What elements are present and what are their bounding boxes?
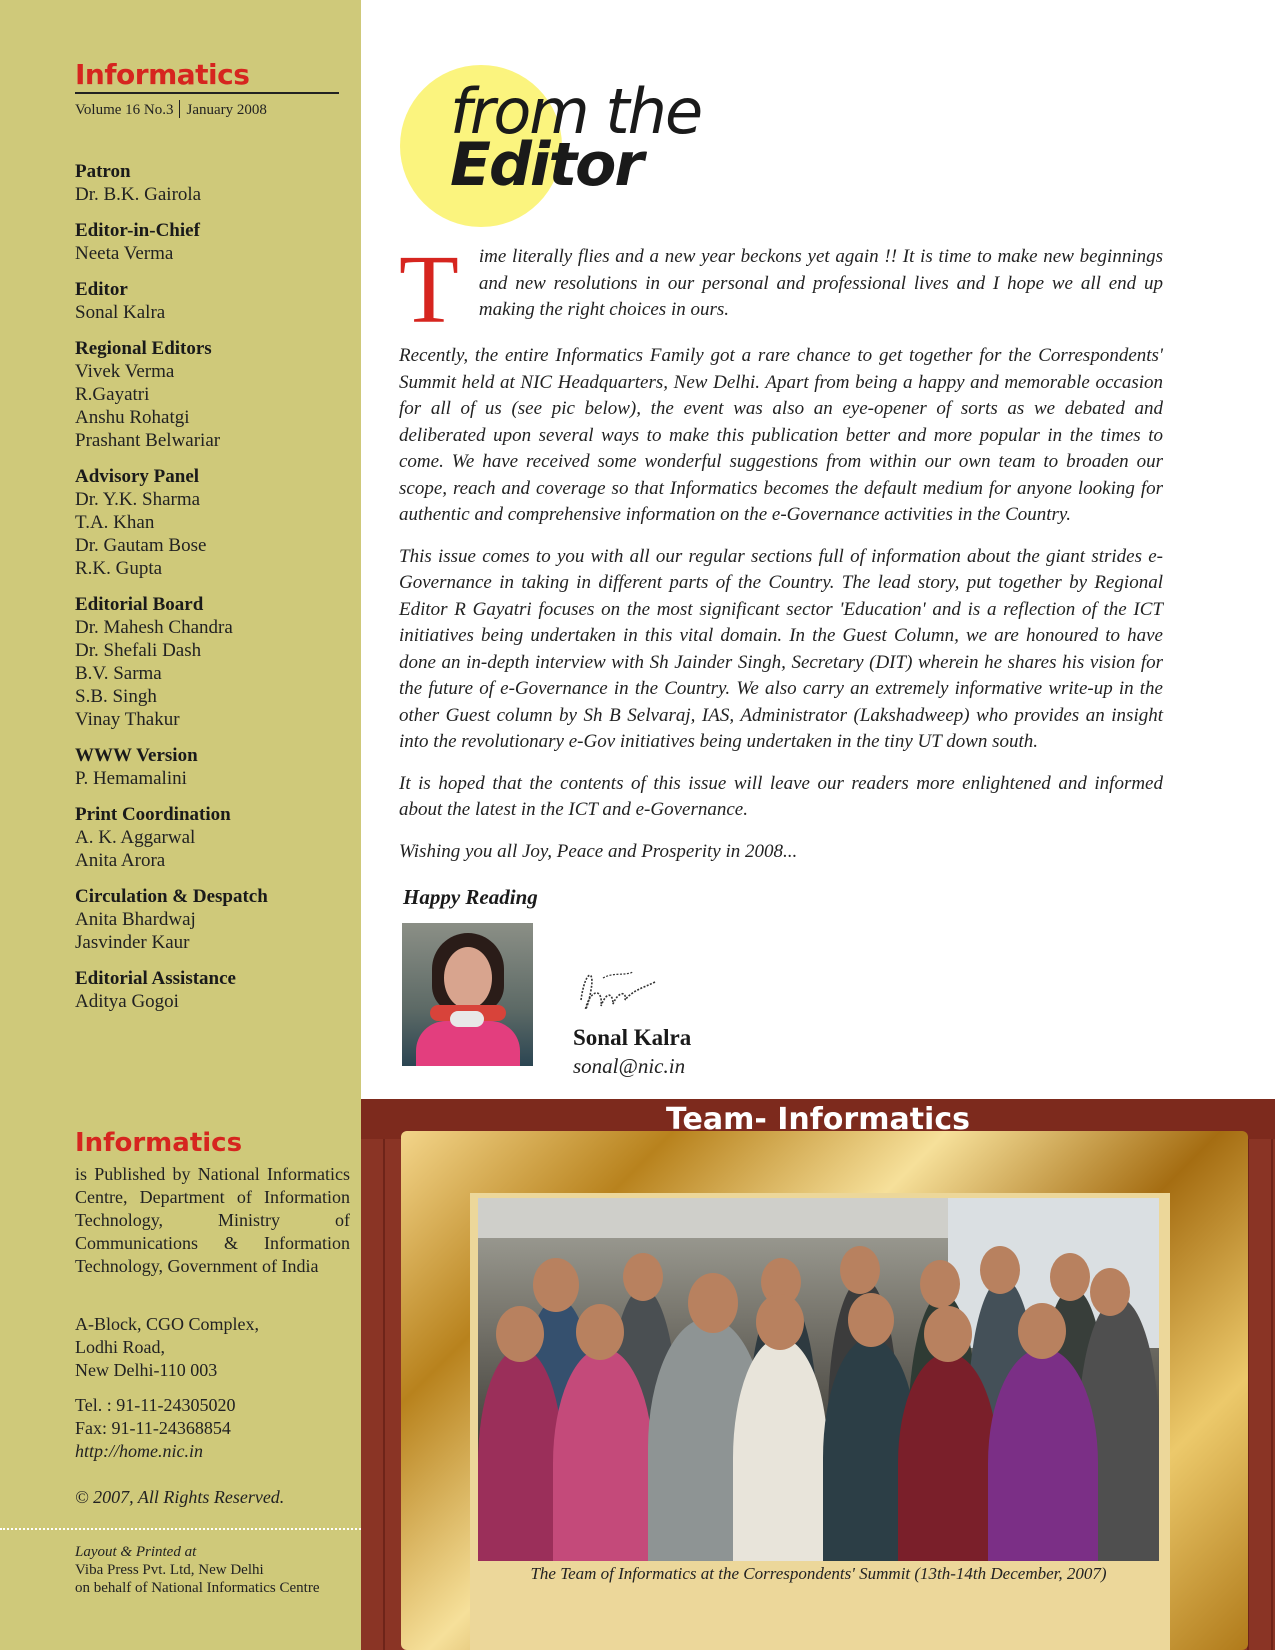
address-line: Lodhi Road, [75, 1337, 165, 1357]
staff-name: Anita Arora [75, 850, 166, 871]
team-member-head [756, 1294, 804, 1350]
sidebar [0, 0, 361, 1650]
printer-line: on behalf of National Informatics Centre [75, 1580, 320, 1596]
staff-name: Dr. Y.K. Sharma [75, 489, 201, 510]
closing-line: Happy Reading [403, 885, 538, 909]
staff-name: Dr. Gautam Bose [75, 535, 207, 556]
staff-group-editor-in-chief [75, 219, 345, 265]
editor-photo [402, 923, 533, 1066]
team-member-head [688, 1273, 738, 1333]
staff-group-circulation [75, 885, 345, 954]
staff-name: Aditya Gogoi [75, 991, 179, 1012]
staff-name: P. Hemamalini [75, 768, 187, 789]
team-member-head [533, 1258, 579, 1312]
staff-group-advisory-panel [75, 465, 345, 580]
staff-group-regional-editors [75, 337, 345, 452]
team-member-head [980, 1246, 1020, 1294]
editor-name: Sonal Kalra [573, 1025, 692, 1050]
staff-name: T.A. Khan [75, 512, 155, 533]
dropcap-letter: T [399, 244, 459, 328]
staff-role: Editor [75, 279, 128, 300]
staff-group-www-version [75, 744, 345, 790]
staff-name: R.Gayatri [75, 384, 150, 405]
article-paragraph: It is hoped that the contents of this issue will leave our readers more enlightened and informed about the latest in the ICT and e-Governance. [399, 772, 1163, 820]
staff-name: Dr. B.K. Gairola [75, 184, 202, 205]
team-member-head [1090, 1268, 1130, 1316]
signature-image [573, 960, 663, 1026]
publisher-statement: is Published by National Informatics Centre, Department of Information Technology, Ministry of Communications & Information Technology, Government of India [75, 1164, 350, 1276]
printer-credit [75, 1543, 320, 1597]
masthead-line-1: from the [450, 75, 702, 148]
staff-name: Vivek Verma [75, 361, 175, 382]
staff-group-editor [75, 278, 345, 324]
team-member-head [920, 1260, 960, 1308]
staff-name: Neeta Verma [75, 243, 174, 264]
printer-line: Viba Press Pvt. Ltd, New Delhi [75, 1562, 264, 1578]
staff-role: Regional Editors [75, 338, 212, 359]
photo-face [444, 947, 492, 1009]
address-line: A-Block, CGO Complex, [75, 1314, 259, 1334]
staff-name: Sonal Kalra [75, 302, 166, 323]
team-member-head [1050, 1253, 1090, 1301]
first-paragraph-text: ime literally flies and a new year beckons yet again !! It is time to make new beginnings and new resolutions in our personal and professional lives and I hope we all end up making the right choices in ours. [478, 246, 1163, 320]
copyright-notice: © 2007, All Rights Reserved. [75, 1487, 285, 1507]
publisher-address [75, 1313, 259, 1382]
fax: Fax: 91-11-24368854 [75, 1418, 231, 1438]
issue-date: January 2008 [186, 102, 267, 118]
staff-name: Anita Bhardwaj [75, 909, 196, 930]
article-paragraph: Wishing you all Joy, Peace and Prosperity in 2008... [399, 840, 798, 862]
staff-role: Circulation & Despatch [75, 886, 268, 907]
website-link[interactable]: http://home.nic.in [75, 1441, 203, 1461]
staff-group-patron [75, 160, 345, 206]
staff-role: Editorial Board [75, 594, 204, 615]
team-member-head [623, 1253, 663, 1301]
team-member-head [576, 1304, 624, 1360]
article-paragraph: Recently, the entire Informatics Family got a rare chance to get together for the Correspondents' Summit held at NIC Headquarters, New Delhi. Apart from being a happy and memorable occasion for all of us (see pic below), the event was also an eye-opener of sorts as we debated and deliberated upon several ways to make this publication better and more popular in the times to come. We have received some wonderful suggestions from within our own team to broaden our scope, reach and coverage so that Informatics becomes the default medium for anyone looking for authentic and comprehensive information on the e-Governance activities in the Country. [399, 345, 1163, 525]
publisher-title: Informatics [75, 1128, 243, 1158]
staff-list [75, 160, 345, 1026]
title-rule [75, 92, 339, 94]
staff-name: R.K. Gupta [75, 558, 163, 579]
staff-name: Dr. Mahesh Chandra [75, 617, 233, 638]
staff-name: Anshu Rohatgi [75, 407, 190, 428]
article-paragraph: This issue comes to you with all our regular sections full of information about the giant strides e-Governance in taking in different parts of the Country. The lead story, put together by Regional Editor R Gayatri focuses on the most significant sector 'Education' and is a reflection of the ICT initiatives being undertaken in this vital domain. In the Guest Column, we are honoured to have done an in-depth interview with Sh Jainder Singh, Secretary (DIT) wherein he shares his vision for the future of e-Governance in the Country. We also carry an extremely informative write-up in the other Guest column by Sh B Selvaraj, IAS, Administrator (Lakshadweep) who provides an insight into the revolutionary e-Gov initiatives being undertaken in the tiny UT down south. [399, 545, 1163, 752]
editor-email[interactable]: sonal@nic.in [573, 1054, 686, 1078]
staff-name: A. K. Aggarwal [75, 827, 196, 848]
photo-scarf [450, 1011, 484, 1027]
team-member [478, 1348, 563, 1561]
team-member [898, 1353, 998, 1561]
team-member-head [496, 1306, 544, 1362]
photo-caption: The Team of Informatics at the Correspondents' Summit (13th-14th December, 2007) [530, 1564, 1107, 1583]
dotted-divider [0, 1528, 361, 1530]
team-title: Team- Informatics [666, 1102, 970, 1137]
volume-number: Volume 16 No.3 [75, 102, 174, 118]
editorial-article [399, 244, 1163, 880]
team-group-photo [478, 1198, 1159, 1561]
printer-label: Layout & Printed at [75, 1544, 197, 1560]
address-line: New Delhi-110 003 [75, 1360, 218, 1380]
photo-body [416, 1021, 520, 1066]
staff-role: Editorial Assistance [75, 968, 236, 989]
staff-name: Prashant Belwariar [75, 430, 221, 451]
staff-role: Advisory Panel [75, 466, 200, 487]
staff-role: Patron [75, 161, 131, 182]
team-member-head [924, 1306, 972, 1362]
team-member [988, 1348, 1098, 1561]
staff-role: Editor-in-Chief [75, 220, 200, 241]
article-paragraph-1 [399, 244, 1163, 328]
issue-info [75, 100, 267, 119]
staff-name: Jasvinder Kaur [75, 932, 190, 953]
staff-role: Print Coordination [75, 804, 231, 825]
team-member [553, 1348, 653, 1561]
contact-info [75, 1394, 236, 1463]
staff-group-print-coordination [75, 803, 345, 872]
magazine-title: Informatics [75, 58, 250, 91]
telephone: Tel. : 91-11-24305020 [75, 1395, 236, 1415]
staff-name: S.B. Singh [75, 686, 157, 707]
team-member [733, 1338, 828, 1561]
staff-role: WWW Version [75, 745, 198, 766]
team-member-head [1018, 1303, 1066, 1359]
masthead-line-2: Editor [450, 130, 642, 200]
staff-name: Dr. Shefali Dash [75, 640, 202, 661]
team-member-head [840, 1246, 880, 1294]
staff-name: B.V. Sarma [75, 663, 162, 684]
team-member-head [848, 1293, 894, 1347]
staff-name: Vinay Thakur [75, 709, 180, 730]
issue-separator [179, 100, 180, 118]
staff-group-editorial-assistance [75, 967, 345, 1013]
staff-group-editorial-board [75, 593, 345, 731]
